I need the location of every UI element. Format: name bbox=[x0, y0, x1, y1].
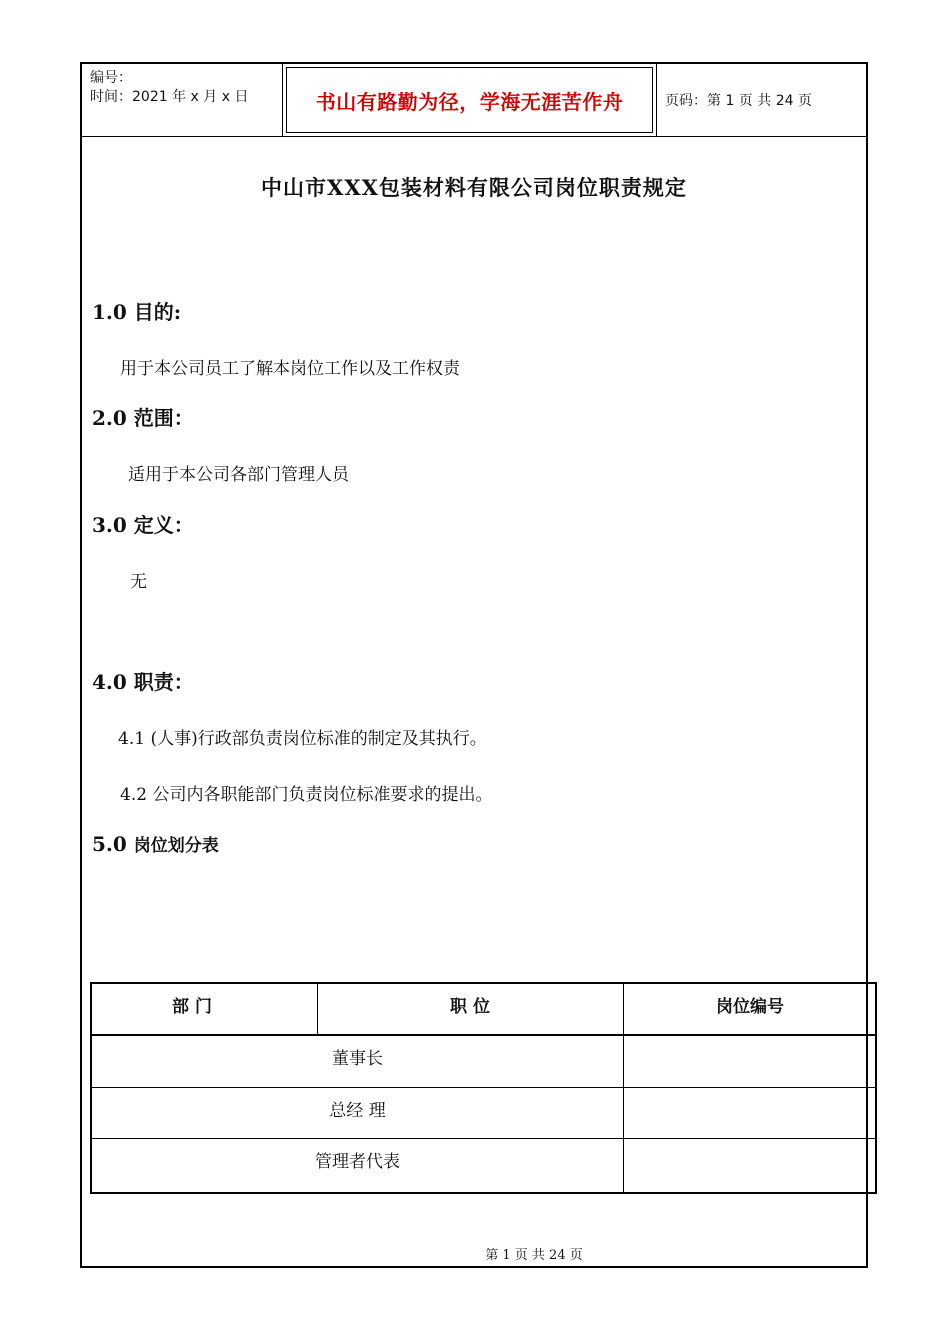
section-heading-purpose: 1.0 目的: bbox=[92, 300, 182, 324]
motto-box bbox=[286, 67, 653, 133]
table-row bbox=[92, 1139, 875, 1192]
header-position-code: 岗位编号 bbox=[716, 997, 784, 1017]
header-position: 职 位 bbox=[450, 997, 490, 1017]
responsibility-item-2: 4.2 公司内各职能部门负责岗位标准要求的提出。 bbox=[120, 785, 493, 805]
document-number-label: 编号： bbox=[90, 70, 132, 86]
section-heading-definition: 3.0 定义： bbox=[92, 513, 194, 537]
row-position: 总经 理 bbox=[329, 1101, 386, 1121]
header-motto-cell bbox=[283, 64, 657, 136]
document-frame bbox=[80, 62, 868, 1268]
table-header-row bbox=[92, 984, 875, 1036]
section-heading-position-table bbox=[92, 831, 219, 856]
row-code bbox=[623, 1088, 877, 1139]
header-department: 部 门 bbox=[172, 997, 212, 1017]
row-code bbox=[623, 1036, 877, 1087]
position-table bbox=[90, 982, 877, 1194]
row-code bbox=[623, 1139, 877, 1190]
motto-text: 书山有路勤为径，学海无涯苦作舟 bbox=[315, 89, 624, 114]
table-row bbox=[92, 1036, 875, 1088]
section-body-purpose: 用于本公司员工了解本岗位工作以及工作权责 bbox=[120, 359, 460, 379]
page-footer: 第 1 页 共 24 页 bbox=[485, 1248, 583, 1263]
section-heading-scope: 2.0 范围： bbox=[92, 406, 194, 430]
section-body-definition: 无 bbox=[130, 572, 147, 592]
section-heading-responsibility: 4.0 职责： bbox=[92, 670, 194, 694]
section-title: 岗位划分表 bbox=[133, 836, 219, 856]
document-header bbox=[82, 64, 866, 137]
row-position: 董事长 bbox=[332, 1049, 383, 1069]
header-meta bbox=[82, 64, 283, 136]
section-body-scope: 适用于本公司各部门管理人员 bbox=[128, 465, 349, 485]
header-page-info: 页码：第 1 页 共 24 页 bbox=[665, 93, 812, 109]
document-title: 中山市XXX包装材料有限公司岗位职责规定 bbox=[261, 175, 687, 200]
row-position: 管理者代表 bbox=[315, 1152, 400, 1172]
table-row bbox=[92, 1088, 875, 1139]
responsibility-item-1: 4.1 (人事)行政部负责岗位标准的制定及其执行。 bbox=[118, 729, 487, 749]
document-date: 时间：2021 年 x 月 x 日 bbox=[90, 89, 249, 105]
section-number: 5.0 bbox=[92, 832, 127, 856]
